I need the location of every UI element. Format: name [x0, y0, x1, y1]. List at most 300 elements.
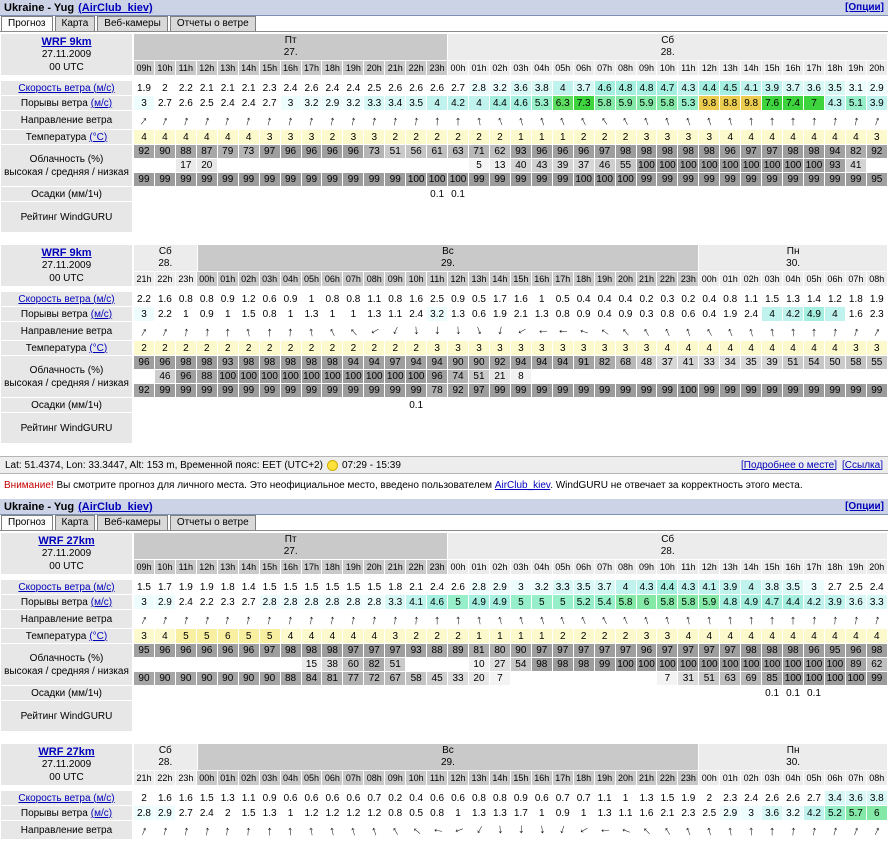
hour-cell: 02h [239, 771, 260, 785]
wind-direction-arrow-icon: ↑ [870, 821, 883, 839]
wind-gust-cell: 2.4 [176, 595, 197, 609]
cloud-low-cell: 100 [406, 173, 427, 186]
wind-speed-cell: 0.9 [511, 791, 532, 805]
wind-gust-cell: 2.7 [260, 96, 281, 110]
cloud-high-cell: 98 [176, 356, 197, 369]
wind-gust-cell: 1.3 [302, 307, 323, 321]
cloud-low-cell: 99 [281, 173, 302, 186]
hour-row [134, 560, 888, 574]
wind-speed-label-link[interactable]: Скорость ветра (м/с) [18, 293, 115, 305]
wind-direction-arrow-icon: ↑ [345, 323, 361, 339]
precip-row [134, 398, 888, 412]
model-link[interactable]: WRF 9km [41, 246, 92, 259]
precip-cell [699, 686, 720, 700]
wind-speed-cell: 2.2 [176, 81, 197, 95]
cloud-low-cell: 99 [699, 173, 720, 186]
wind-direction-cell [364, 322, 385, 340]
wind-direction-arrow-icon: ↑ [617, 824, 634, 836]
cloud-mid-cell [260, 159, 281, 172]
cloud-high-cell: 50 [825, 356, 846, 369]
cloud-high-cell: 48 [637, 356, 658, 369]
row-label-wind-direction [1, 111, 132, 129]
hour-cell: 04h [281, 272, 302, 286]
wind-gust-cell: 0.9 [574, 307, 595, 321]
wind-gust-cell: 3 [134, 307, 155, 321]
wind-direction-cell [176, 610, 197, 628]
temperature-cell: 2 [427, 130, 448, 144]
precip-cell [511, 187, 532, 201]
precip-cell [867, 398, 888, 412]
wind-direction-cell [490, 111, 511, 129]
cloud-label-line2: высокая / средняя / низкая [4, 665, 129, 677]
wind-speed-cell: 2.6 [385, 81, 406, 95]
wind-gust-cell: 3.9 [825, 595, 846, 609]
cloud-high-cell: 61 [427, 145, 448, 158]
cloud-low-cell: 100 [804, 672, 825, 685]
wind-direction-cell [406, 821, 427, 839]
hour-cell: 18h [825, 61, 846, 75]
precip-cell: 0.1 [783, 686, 804, 700]
hour-cell: 08h [867, 272, 888, 286]
wind-direction-cell [385, 111, 406, 129]
precip-cell [720, 686, 741, 700]
wind-gust-row [134, 595, 888, 609]
wind-gust-cell: 5.9 [637, 96, 658, 110]
wind-gust-cell: 3.2 [302, 96, 323, 110]
temperature-cell: 3 [657, 629, 678, 643]
cloud-low-cell: 100 [448, 173, 469, 186]
temperature-unit-link[interactable]: (°C) [89, 630, 108, 642]
wind-direction-arrow-icon: ↑ [747, 611, 755, 627]
wind-speed-cell: 3.2 [532, 580, 553, 594]
cloud-high-cell: 98 [322, 644, 343, 657]
wind-speed-cell: 3 [511, 580, 532, 594]
wind-gust-cell: 1.2 [364, 806, 385, 820]
cloud-mid-cell [553, 370, 574, 383]
hour-cell: 21h [134, 771, 155, 785]
hour-cell: 03h [260, 771, 281, 785]
wind-gust-cell: 2.9 [155, 806, 176, 820]
cloud-mid-cell [678, 370, 699, 383]
wind-gust-cell: 7 [804, 96, 825, 110]
permalink-link[interactable]: [Ссылка] [842, 459, 883, 471]
hour-cell: 14h [239, 61, 260, 75]
wind-speed-cell: 4.1 [741, 81, 762, 95]
precip-cell [469, 398, 490, 412]
precip-cell [134, 686, 155, 700]
cloud-high-cell: 79 [218, 145, 239, 158]
hour-cell: 17h [804, 560, 825, 574]
wind-direction-cell [385, 821, 406, 839]
temperature-cell: 3 [532, 341, 553, 355]
cloud-mid-cell: 100 [762, 658, 783, 671]
hour-cell: 11h [678, 560, 699, 574]
cloud-high-cell: 98 [678, 145, 699, 158]
cloud-label-line1: Облачность (%) [29, 364, 104, 376]
cloud-mid-cell [616, 370, 637, 383]
hour-cell: 01h [720, 272, 741, 286]
wind-speed-label-link[interactable]: Скорость ветра (м/с) [18, 581, 115, 593]
forecast-grid [134, 533, 888, 732]
precip-cell [239, 187, 260, 201]
wind-direction-arrow-icon: ↑ [640, 610, 653, 628]
cloud-mid-cell [155, 658, 176, 671]
cloud-low-cell: 78 [427, 384, 448, 397]
row-label-rating [1, 413, 132, 443]
wind-gust-cell: 1.6 [637, 806, 658, 820]
hour-cell: 00h [699, 771, 720, 785]
temperature-cell: 3 [867, 130, 888, 144]
cloud-low-cell: 99 [637, 384, 658, 397]
hour-cell: 04h [532, 560, 553, 574]
tab-map[interactable]: Карта [55, 515, 96, 530]
wind-direction-cell [846, 111, 867, 129]
precip-cell [134, 398, 155, 412]
precip-cell [490, 187, 511, 201]
precip-cell [720, 187, 741, 201]
hour-cell: 15h [260, 560, 281, 574]
wind-speed-cell: 1.1 [741, 292, 762, 306]
precip-cell [176, 187, 197, 201]
wind-speed-label-link[interactable]: Скорость ветра (м/с) [18, 792, 115, 804]
model-header [1, 533, 132, 574]
day-header-cell [699, 245, 888, 271]
wind-direction-cell [260, 821, 281, 839]
temperature-cell: 2 [281, 341, 302, 355]
wind-direction-arrow-icon: ↑ [575, 325, 592, 337]
cloud-mid-cell [406, 159, 427, 172]
warning-user-link[interactable]: AirClub_kiev [494, 480, 551, 491]
cloud-low-cell: 99 [699, 384, 720, 397]
wind-direction-arrow-icon: ↑ [433, 112, 441, 128]
cloud-low-cell: 99 [239, 384, 260, 397]
cloud-low-cell: 100 [427, 173, 448, 186]
wind-direction-cell [846, 322, 867, 340]
wind-gust-cell: 4.4 [783, 595, 804, 609]
cloud-low-cell: 99 [825, 384, 846, 397]
day-name: Пт [284, 534, 297, 545]
hour-cell: 12h [197, 560, 218, 574]
hour-cell: 15h [260, 61, 281, 75]
temperature-cell: 4 [678, 629, 699, 643]
wind-speed-cell: 3.4 [825, 791, 846, 805]
wind-gusts-label: Порывы ветра [20, 596, 88, 608]
wind-speed-label-link[interactable]: Скорость ветра (м/с) [18, 82, 115, 94]
precip-cell [637, 686, 658, 700]
row-label-wind-speed [1, 292, 132, 306]
temperature-unit-link[interactable]: (°C) [89, 131, 108, 143]
precip-cell [574, 398, 595, 412]
wind-gust-cell: 4.2 [804, 806, 825, 820]
temperature-cell: 4 [825, 341, 846, 355]
cloud-mid-cell [197, 658, 218, 671]
cloud-mid-cell: 100 [281, 370, 302, 383]
hour-cell: 08h [867, 771, 888, 785]
wind-gust-cell: 0.6 [678, 307, 699, 321]
wind-gust-cell: 2.7 [176, 806, 197, 820]
temperature-cell: 3 [637, 629, 658, 643]
day-header-cell [198, 744, 700, 770]
cloud-mid-cell: 100 [657, 658, 678, 671]
temperature-cell: 2 [406, 341, 427, 355]
temperature-cell: 2 [574, 130, 595, 144]
wind-gust-cell: 2.4 [406, 307, 427, 321]
cloud-mid-cell [762, 370, 783, 383]
cloud-low-cell: 7 [657, 672, 678, 685]
cloud-low-cell: 99 [260, 384, 281, 397]
wind-direction-arrow-icon: ↑ [639, 322, 654, 340]
wind-gust-cell: 5.3 [678, 96, 699, 110]
row-label-wind-direction [1, 322, 132, 340]
wind-gust-cell: 1 [281, 806, 302, 820]
wind-gust-cell: 6.3 [553, 96, 574, 110]
precip-cell [469, 187, 490, 201]
temperature-cell: 2 [553, 629, 574, 643]
cloud-mid-cell [302, 159, 323, 172]
cloud-low-cell: 99 [657, 384, 678, 397]
precip-cell [678, 686, 699, 700]
wind-gust-cell: 3 [134, 595, 155, 609]
precip-cell [281, 187, 302, 201]
wind-gusts-unit-link[interactable]: (м/с) [90, 596, 113, 608]
cloud-mid-cell: 100 [239, 370, 260, 383]
wind-direction-cell [595, 610, 616, 628]
cloud-mid-cell [867, 159, 888, 172]
wind-gusts-label: Порывы ветра [20, 97, 88, 109]
wind-speed-cell: 1.6 [406, 292, 427, 306]
wind-speed-cell: 1.3 [783, 292, 804, 306]
cloud-mid-cell: 20 [197, 159, 218, 172]
options-link[interactable]: [Опции] [845, 2, 884, 13]
spot-user-link[interactable]: (AirClub_kiev) [78, 500, 153, 513]
wind-gust-cell: 5 [511, 595, 532, 609]
wind-direction-cell [469, 111, 490, 129]
temperature-cell: 3 [699, 130, 720, 144]
cloud-low-cell: 99 [783, 384, 804, 397]
tab-forecast[interactable]: Прогноз [1, 16, 53, 31]
cloud-mid-cell: 38 [322, 658, 343, 671]
tab-webcams[interactable]: Веб-камеры [97, 16, 168, 31]
cloud-mid-cell [218, 658, 239, 671]
temperature-cell: 3 [595, 341, 616, 355]
model-link[interactable]: WRF 9km [41, 35, 92, 48]
wind-direction-cell [783, 821, 804, 839]
cloud-mid-cell [281, 658, 302, 671]
wind-gusts-unit-link[interactable]: (м/с) [90, 97, 113, 109]
cloud-high-cell: 94 [406, 356, 427, 369]
hour-cell: 23h [176, 272, 197, 286]
temperature-cell: 2 [616, 629, 637, 643]
cloud-high-cell: 39 [762, 356, 783, 369]
day-name: Пн [786, 246, 800, 257]
cloud-high-cell: 97 [385, 644, 406, 657]
wind-direction-cell [322, 322, 343, 340]
hour-cell: 12h [448, 771, 469, 785]
wind-speed-cell: 3.1 [846, 81, 867, 95]
wind-direction-arrow-icon: ↑ [223, 822, 232, 838]
wind-gust-row [134, 96, 888, 110]
cloud-low-cell: 99 [322, 173, 343, 186]
wind-speed-cell: 1.1 [595, 791, 616, 805]
wind-direction-arrow-icon: ↑ [181, 821, 191, 839]
hour-cell: 05h [302, 771, 323, 785]
forecast-section-wrf27km [0, 499, 888, 840]
tab-map[interactable]: Карта [55, 16, 96, 31]
wind-gust-cell: 1.3 [490, 806, 511, 820]
wind-gusts-unit-link[interactable]: (м/с) [90, 308, 113, 320]
wind-direction-cell [783, 111, 804, 129]
cloud-high-cell: 54 [804, 356, 825, 369]
cloud-low-cell: 99 [846, 173, 867, 186]
wind-direction-cell [867, 821, 888, 839]
wind-direction-arrow-icon: ↑ [408, 822, 424, 838]
wind-speed-cell: 3.8 [532, 81, 553, 95]
wind-direction-label: Направление ветра [20, 114, 113, 126]
cloud-high-cell: 97 [699, 644, 720, 657]
hour-cell: 05h [804, 771, 825, 785]
cloud-low-cell [595, 672, 616, 685]
wind-direction-cell [448, 111, 469, 129]
temperature-cell: 4 [762, 130, 783, 144]
precip-cell [553, 686, 574, 700]
hour-cell: 22h [406, 61, 427, 75]
cloud-low-cell: 92 [134, 384, 155, 397]
temperature-cell: 4 [741, 130, 762, 144]
precip-cell [343, 686, 364, 700]
wind-gust-cell: 4.8 [720, 595, 741, 609]
hour-cell: 19h [343, 560, 364, 574]
wind-direction-arrow-icon: ↑ [725, 611, 735, 627]
wind-speed-cell: 2.6 [783, 791, 804, 805]
tab-bar [0, 515, 888, 531]
more-about-place-link[interactable]: [Подробнее о месте] [741, 459, 838, 471]
wind-direction-cell [322, 821, 343, 839]
hour-cell: 18h [825, 560, 846, 574]
row-label-rating [1, 202, 132, 232]
precip-cell [678, 187, 699, 201]
cloud-high-cell: 96 [218, 644, 239, 657]
tab-wind-reports[interactable]: Отчеты о ветре [170, 515, 256, 530]
wind-speed-cell: 4.8 [616, 81, 637, 95]
temperature-row [134, 629, 888, 643]
cloud-high-cell: 95 [134, 644, 155, 657]
temperature-cell: 4 [281, 629, 302, 643]
wind-gust-cell: 4 [469, 96, 490, 110]
cloud-mid-cell: 100 [741, 658, 762, 671]
model-run-utc: 00 UTC [49, 560, 84, 572]
cloud-high-cell: 56 [406, 145, 427, 158]
wind-gust-cell: 5.2 [574, 595, 595, 609]
wind-direction-cell [825, 821, 846, 839]
hour-cell: 21h [134, 272, 155, 286]
day-date: 30. [786, 757, 801, 768]
wind-direction-arrow-icon: ↑ [138, 821, 150, 839]
cloud-low-row [134, 384, 888, 397]
cloud-high-cell: 88 [427, 644, 448, 657]
row-label-cloud-cover [1, 356, 132, 397]
tab-forecast[interactable]: Прогноз [1, 515, 53, 530]
hour-cell: 11h [176, 560, 197, 574]
wind-speed-cell: 1.6 [155, 292, 176, 306]
wind-speed-cell: 3.9 [720, 580, 741, 594]
wind-direction-cell [574, 322, 595, 340]
wind-direction-arrow-icon: ↑ [265, 611, 275, 627]
cloud-high-cell: 98 [783, 644, 804, 657]
hour-cell: 22h [657, 272, 678, 286]
options-link[interactable]: [Опции] [845, 501, 884, 512]
model-link[interactable]: WRF 27km [38, 534, 95, 547]
hour-cell: 05h [553, 61, 574, 75]
cloud-high-cell: 97 [343, 644, 364, 657]
temperature-cell: 2 [134, 341, 155, 355]
row-label-cloud-cover [1, 644, 132, 685]
hour-cell: 10h [657, 560, 678, 574]
wind-gusts-unit-link[interactable]: (м/с) [90, 807, 113, 819]
precip-cell [260, 686, 281, 700]
wind-direction-arrow-icon: ↑ [412, 323, 421, 339]
wind-direction-cell [406, 111, 427, 129]
wind-gust-cell: 5.8 [657, 96, 678, 110]
precip-cell [637, 398, 658, 412]
model-link[interactable]: WRF 27km [38, 745, 95, 758]
precip-cell [155, 187, 176, 201]
wind-direction-cell [155, 322, 176, 340]
wind-speed-cell: 2.9 [490, 580, 511, 594]
wind-direction-cell [867, 610, 888, 628]
cloud-mid-cell [867, 370, 888, 383]
hour-cell: 11h [427, 272, 448, 286]
cloud-mid-cell: 100 [343, 370, 364, 383]
cloud-low-cell: 99 [281, 384, 302, 397]
cloud-low-cell: 99 [364, 384, 385, 397]
temperature-unit-link[interactable]: (°C) [89, 342, 108, 354]
precip-cell [302, 686, 323, 700]
cloud-high-cell: 98 [741, 644, 762, 657]
precip-cell [741, 686, 762, 700]
wind-direction-arrow-icon: ↑ [871, 111, 883, 129]
cloud-mid-cell: 93 [825, 159, 846, 172]
temperature-cell: 4 [699, 341, 720, 355]
cloud-low-cell: 99 [867, 672, 888, 685]
cloud-low-cell: 99 [657, 173, 678, 186]
wind-direction-arrow-icon: ↑ [662, 610, 673, 628]
wind-speed-cell: 3.7 [783, 81, 804, 95]
wind-gust-cell: 2.3 [218, 595, 239, 609]
wind-gust-cell: 2.2 [197, 595, 218, 609]
wind-speed-cell: 4.4 [657, 580, 678, 594]
spot-user-link[interactable]: (AirClub_kiev) [78, 1, 153, 14]
hour-cell: 13h [218, 560, 239, 574]
wind-direction-cell [553, 821, 574, 839]
wind-speed-cell: 1.1 [239, 791, 260, 805]
tab-webcams[interactable]: Веб-камеры [97, 515, 168, 530]
temperature-cell: 4 [176, 130, 197, 144]
cloud-high-cell: 81 [469, 644, 490, 657]
wind-gust-cell: 1.3 [595, 806, 616, 820]
wind-speed-row [134, 81, 888, 95]
wind-speed-row [134, 791, 888, 805]
tab-wind-reports[interactable]: Отчеты о ветре [170, 16, 256, 31]
cloud-low-cell: 99 [741, 384, 762, 397]
hour-cell: 16h [281, 560, 302, 574]
precip-cell [197, 686, 218, 700]
wind-direction-arrow-icon: ↑ [704, 611, 714, 627]
cloud-high-cell: 97 [260, 644, 281, 657]
hour-cell: 19h [846, 560, 867, 574]
wind-direction-cell [406, 610, 427, 628]
cloud-high-cell: 98 [657, 145, 678, 158]
wind-direction-arrow-icon: ↑ [181, 323, 191, 339]
